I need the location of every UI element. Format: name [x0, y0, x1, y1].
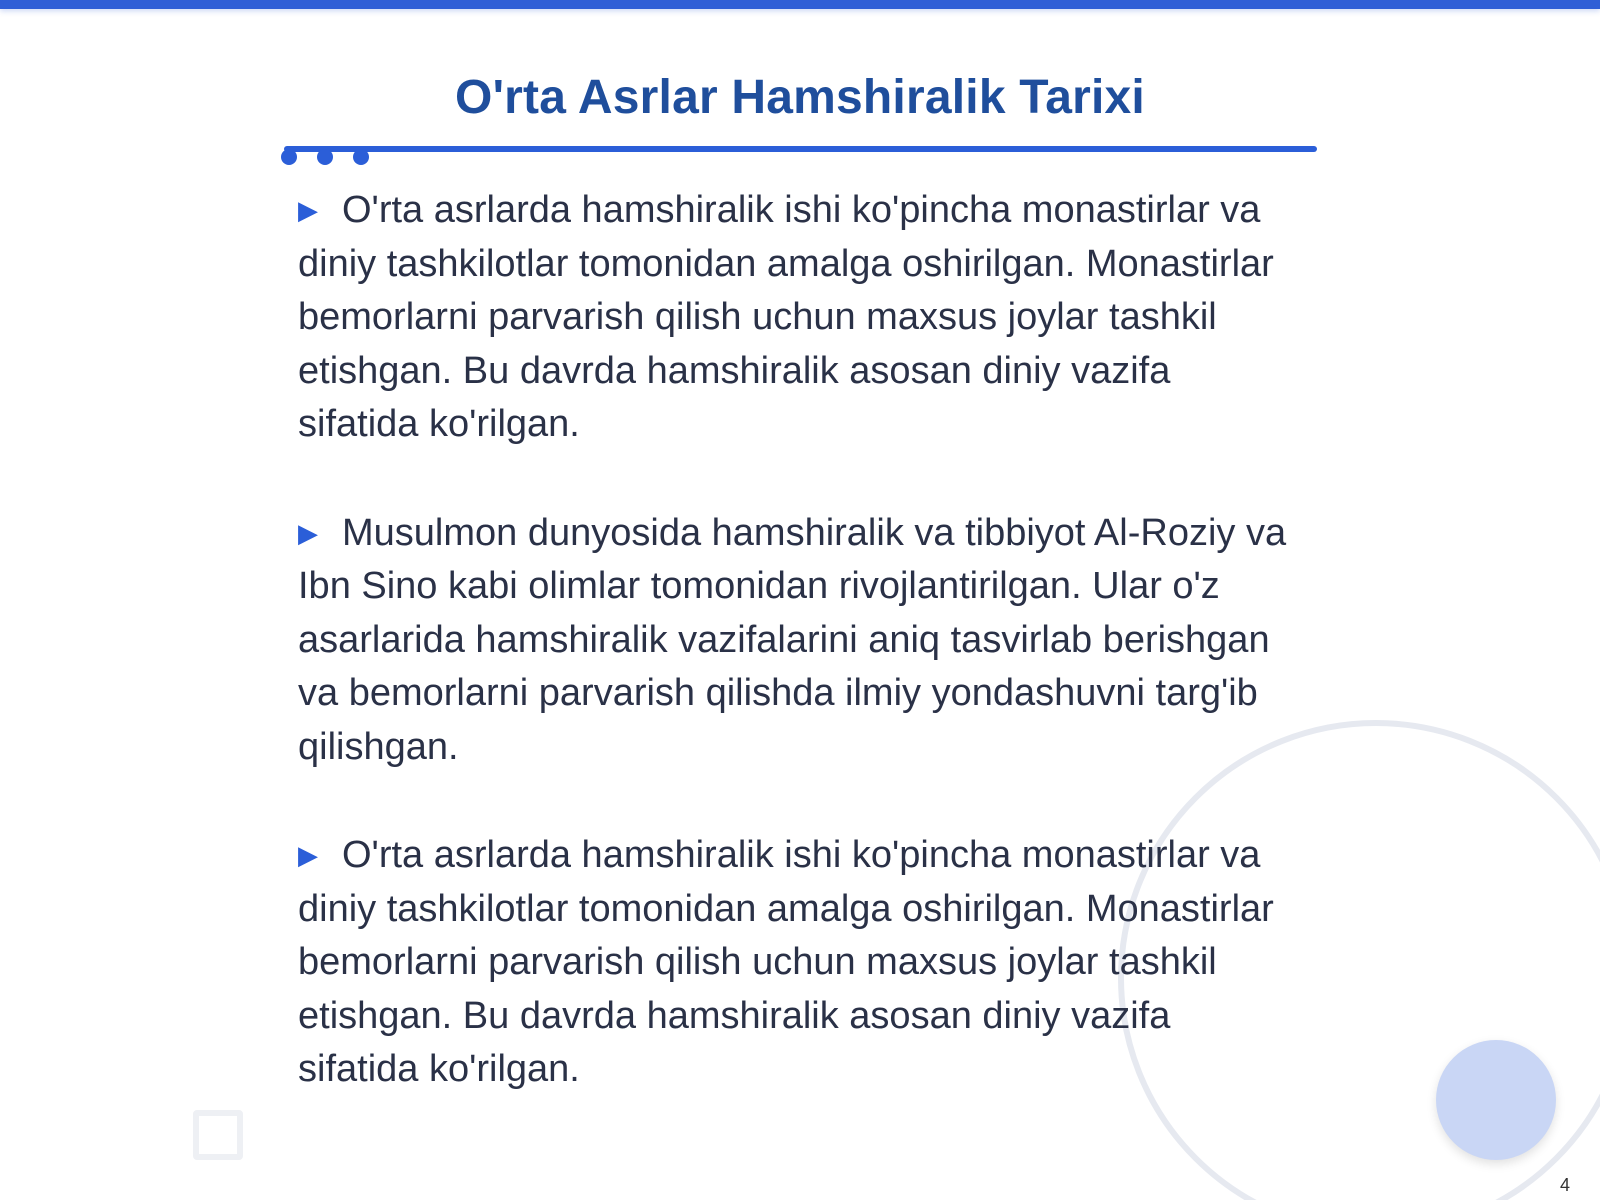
paragraph-text: Musulmon dunyosida hamshiralik va tibbiyot Al-Roziy va Ibn Sino kabi olimlar tomonidan rivojlantirilgan. Ular o'z asarlarida hamshiralik vazifalarini aniq tasvirlab berishgan va bemorlarni parvarish qilishda ilmiy yondashuvni targ'ib qilishgan.: [298, 511, 1287, 768]
decorative-circle: [1436, 1040, 1556, 1160]
underline-dot: [353, 149, 369, 165]
decorative-square: [193, 1110, 243, 1160]
bullet-arrow-icon: ▶: [298, 840, 318, 870]
paragraph-text: O'rta asrlarda hamshiralik ishi ko'pincha monastirlar va diniy tashkilotlar tomonidan amalga oshirilgan. Monastirlar bemorlarni parvarish qilish uchun maxsus joylar tashkil etishgan. Bu davrda hamshiralik asosan diniy vazifa sifatida ko'rilgan.: [298, 834, 1274, 1090]
underline-dot: [281, 149, 297, 165]
page-number: 4: [1559, 1175, 1570, 1195]
list-item: [298, 507, 1298, 775]
underline-dot: [317, 149, 333, 165]
bullet-list: [298, 184, 1298, 1152]
slide-title: O'rta Asrlar Hamshiralik Tarixi: [455, 71, 1145, 124]
title-underline: [284, 146, 1317, 152]
list-item: [298, 184, 1298, 452]
top-accent-bar: [0, 0, 1600, 9]
bullet-arrow-icon: ▶: [298, 517, 318, 548]
paragraph-text: O'rta asrlarda hamshiralik ishi ko'pincha monastirlar va diniy tashkilotlar tomonidan amalga oshirilgan. Monastirlar bemorlarni parvarish qilish uchun maxsus joylar tashkil etishgan. Bu davrda hamshiralik asosan diniy vazifa sifatida ko'rilgan.: [298, 189, 1274, 445]
bullet-arrow-icon: ▶: [298, 195, 318, 225]
list-item: [298, 829, 1298, 1097]
